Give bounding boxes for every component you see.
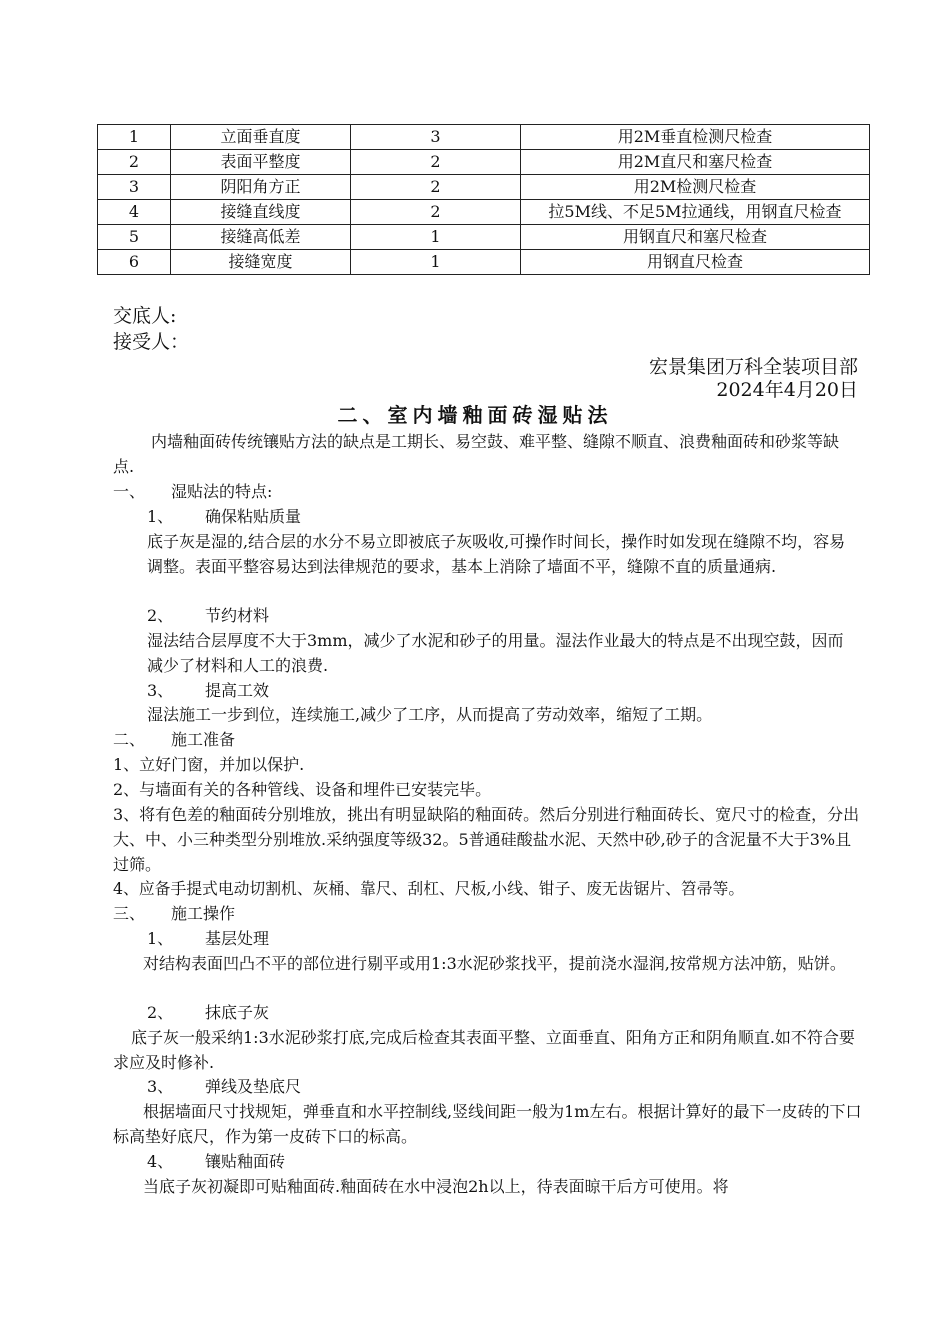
organization-name: 宏景集团万科全装项目部 xyxy=(648,356,858,378)
item-number: 2、 xyxy=(147,1003,174,1022)
check-method: 用2M检测尺检查 xyxy=(521,175,870,200)
item-number: 1、 xyxy=(147,507,174,526)
section-title: 二、室内墙釉面砖湿贴法 xyxy=(337,403,613,427)
check-item: 表面平整度 xyxy=(171,150,351,175)
list-item: 3、将有色差的釉面砖分别堆放，挑出有明显缺陷的釉面砖。然后分别进行釉面砖长、宽尺寸的检查，分出大、中、小三种类型分别堆放.采纳强度等级32。5普通硅酸盐水泥、天然中砂,砂子的含泥量不大于3%且过筛。 xyxy=(113,805,860,874)
check-method: 用钢直尺检查 xyxy=(521,250,870,275)
check-method: 拉5M线、不足5M拉通线，用钢直尺检查 xyxy=(521,200,870,225)
receiver-label: 接受人： xyxy=(113,331,190,353)
item-number: 1、 xyxy=(147,929,174,948)
item-heading: 镶贴釉面砖 xyxy=(205,1152,286,1171)
item-number: 2、 xyxy=(147,606,174,625)
section-1-heading: 湿贴法的特点: xyxy=(171,482,273,501)
item-number: 3、 xyxy=(147,681,174,700)
row-number: 6 xyxy=(98,250,171,275)
item-heading: 确保粘贴质量 xyxy=(205,507,302,526)
check-method: 用2M垂直检测尺检查 xyxy=(521,125,870,150)
list-item: 1、立好门窗，并加以保护. xyxy=(113,755,305,774)
item-heading: 基层处理 xyxy=(205,929,270,948)
table-row xyxy=(98,150,870,175)
list-item: 4、应备手提式电动切割机、灰桶、靠尺、刮杠、尺板,小线、钳子、废无齿锯片、笤帚等。 xyxy=(113,879,745,898)
tolerance-value: 2 xyxy=(351,175,521,200)
tolerance-value: 2 xyxy=(351,150,521,175)
intro-paragraph: 内墙釉面砖传统镶贴方法的缺点是工期长、易空鼓、难平整、缝隙不顺直、浪费釉面砖和砂浆等缺点. xyxy=(113,432,840,476)
check-item: 阴阳角方正 xyxy=(171,175,351,200)
discloser-label: 交底人: xyxy=(113,305,177,327)
table-row xyxy=(98,200,870,225)
row-number: 3 xyxy=(98,175,171,200)
row-number: 4 xyxy=(98,200,171,225)
section-1-number: 一、 xyxy=(113,482,146,501)
item-heading: 提高工效 xyxy=(205,681,270,700)
item-heading: 弹线及垫底尺 xyxy=(205,1077,302,1096)
list-item: 2、与墙面有关的各种管线、设备和埋件已安装完毕。 xyxy=(113,780,492,799)
tolerance-value: 3 xyxy=(351,125,521,150)
check-method: 用钢直尺和塞尺检查 xyxy=(521,225,870,250)
check-item: 接缝宽度 xyxy=(171,250,351,275)
inspection-table xyxy=(97,124,870,275)
table-row xyxy=(98,175,870,200)
table-row xyxy=(98,125,870,150)
row-number: 1 xyxy=(98,125,171,150)
item-number: 3、 xyxy=(147,1077,174,1096)
item-paragraph: 底子灰是湿的,结合层的水分不易立即被底子灰吸收,可操作时间长，操作时如发现在缝隙不均，容易调整。表面平整容易达到法律规范的要求，基本上消除了墙面不平，缝隙不直的质量通病. xyxy=(147,532,846,576)
table-row xyxy=(98,225,870,250)
check-method: 用2M直尺和塞尺检查 xyxy=(521,150,870,175)
item-heading: 抹底子灰 xyxy=(205,1003,270,1022)
section-2-heading: 施工准备 xyxy=(171,730,236,749)
tolerance-value: 1 xyxy=(351,250,521,275)
item-paragraph: 湿法结合层厚度不大于3mm，减少了水泥和砂子的用量。湿法作业最大的特点是不出现空鼓，因而减少了材料和人工的浪费. xyxy=(147,631,844,675)
item-heading: 节约材料 xyxy=(205,606,270,625)
row-number: 2 xyxy=(98,150,171,175)
check-item: 接缝直线度 xyxy=(171,200,351,225)
item-paragraph: 底子灰一般采纳1:3水泥砂浆打底,完成后检查其表面平整、立面垂直、阳角方正和阴角顺直.如不符合要求应及时修补. xyxy=(113,1028,855,1072)
item-paragraph: 对结构表面凹凸不平的部位进行剔平或用1:3水泥砂浆找平，提前浇水湿润,按常规方法冲筋，贴饼。 xyxy=(143,954,846,973)
sign-date: 2024年4月20日 xyxy=(716,379,858,401)
item-number: 4、 xyxy=(147,1152,174,1171)
section-3-number: 三、 xyxy=(113,904,146,923)
item-paragraph: 当底子灰初凝即可贴釉面砖.釉面砖在水中浸泡2h以上，待表面晾干后方可使用。将 xyxy=(143,1177,729,1196)
section-3-heading: 施工操作 xyxy=(171,904,236,923)
row-number: 5 xyxy=(98,225,171,250)
check-item: 立面垂直度 xyxy=(171,125,351,150)
tolerance-value: 1 xyxy=(351,225,521,250)
tolerance-value: 2 xyxy=(351,200,521,225)
check-item: 接缝高低差 xyxy=(171,225,351,250)
table-row xyxy=(98,250,870,275)
item-paragraph: 湿法施工一步到位，连续施工,减少了工序，从而提高了劳动效率，缩短了工期。 xyxy=(147,705,713,724)
item-paragraph: 根据墙面尺寸找规矩，弹垂直和水平控制线,竖线间距一般为1m左右。根据计算好的最下一皮砖的下口标高垫好底尺，作为第一皮砖下口的标高。 xyxy=(113,1102,862,1146)
section-2-number: 二、 xyxy=(113,730,146,749)
